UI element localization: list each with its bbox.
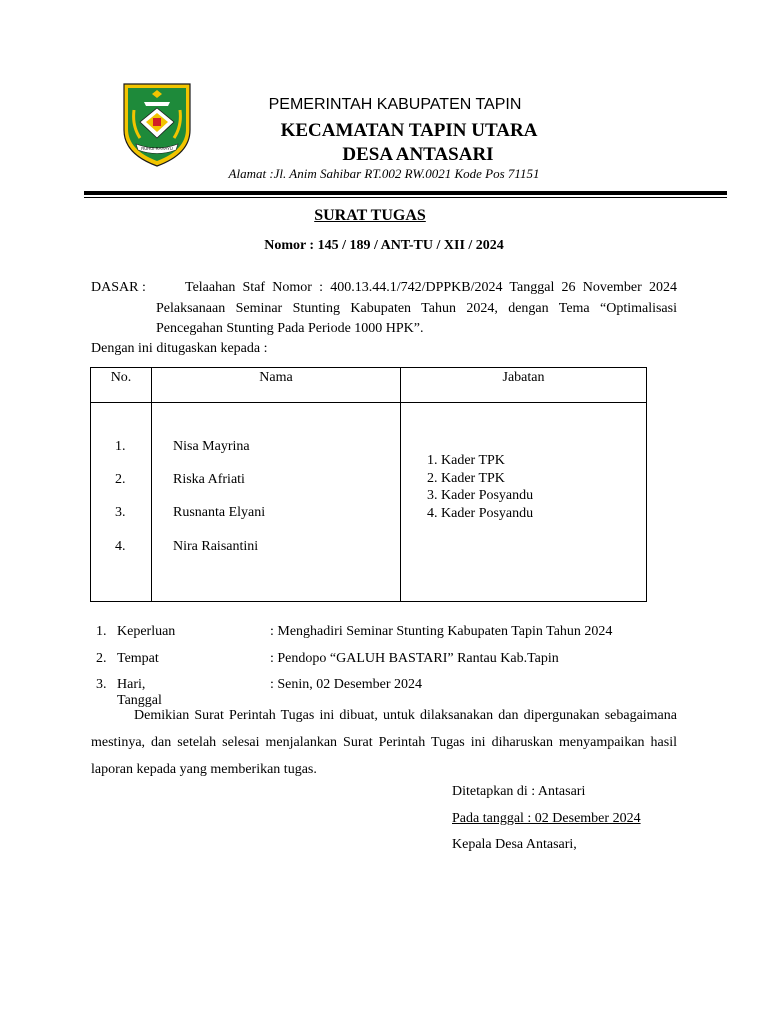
dasar-text-line: Telaahan Staf Nomor : 400.13.44.1/742/DPPKB/2024 Tanggal 26 November 2024 (185, 280, 677, 295)
column-header-jabatan: Jabatan (401, 368, 647, 403)
detail-number: 1. (96, 624, 107, 639)
header-village: DESA ANTASARI (342, 144, 494, 165)
assignment-intro: Dengan ini ditugaskan kepada : (91, 341, 268, 356)
header-divider-thin (84, 197, 727, 198)
assignee-name: Nisa Mayrina (173, 439, 250, 454)
closing-paragraph: Demikian Surat Perintah Tugas ini dibuat, untuk dilaksanakan dan dipergunakan sebagaimana mestinya, dan setelah selesai menjalankan Surat Perintah Tugas ini diharuskan menyampaikan hasil laporan kepada yang memberikan tugas. (91, 708, 677, 777)
assignee-position: 3. Kader Posyandu (427, 488, 534, 504)
column-header-no: No. (91, 368, 152, 403)
table-row (91, 403, 647, 602)
dasar-label: DASAR : (91, 280, 146, 295)
assignee-name: Riska Afriati (173, 472, 245, 487)
row-number: 1. (115, 439, 126, 454)
document-number: Nomor : 145 / 189 / ANT-TU / XII / 2024 (264, 238, 504, 253)
signature-place: Ditetapkan di : Antasari (452, 784, 586, 799)
signature-date: Pada tanggal : 02 Desember 2024 (452, 811, 641, 826)
assignee-name: Nira Raisantini (173, 539, 259, 554)
dasar-text-line: Pencegahan Stunting Pada Periode 1000 HPK”. (156, 321, 424, 336)
assignee-position: 1. Kader TPK (427, 453, 505, 468)
number-cell (91, 403, 152, 602)
detail-value: : Menghadiri Seminar Stunting Kabupaten Tapin Tahun 2024 (270, 624, 613, 639)
position-cell (401, 403, 647, 602)
detail-number: 3. (96, 677, 107, 692)
dasar-text-line: Pelaksanaan Seminar Stunting Kabupaten Tahun 2024, dengan Tema “Optimalisasi (156, 301, 677, 316)
row-number: 4. (115, 539, 126, 554)
document-title: SURAT TUGAS (314, 207, 426, 224)
table-header-row (91, 368, 647, 403)
header-district: KECAMATAN TAPIN UTARA (280, 120, 538, 141)
signature-position: Kepala Desa Antasari, (452, 837, 577, 852)
row-number: 2. (115, 472, 126, 487)
detail-label: Hari, Tanggal (117, 677, 162, 708)
detail-number: 2. (96, 651, 107, 666)
detail-value: : Pendopo “GALUH BASTARI” Rantau Kab.Tapin (270, 651, 559, 666)
assignee-name: Rusnanta Elyani (173, 505, 266, 520)
header-divider-thick (84, 191, 727, 195)
assignee-position: 2. Kader TPK (427, 470, 505, 486)
header-government: PEMERINTAH KABUPATEN TAPIN (268, 96, 522, 113)
detail-label: Keperluan (117, 624, 176, 639)
name-cell (152, 403, 401, 602)
detail-value: : Senin, 02 Desember 2024 (270, 677, 423, 692)
row-number: 3. (115, 505, 126, 520)
assignee-position: 4. Kader Posyandu (427, 506, 534, 522)
column-header-nama: Nama (152, 368, 401, 403)
logo-motto: RUHUI RAHAYU (141, 146, 173, 151)
assignee-table (90, 367, 647, 602)
detail-label: Tempat (117, 651, 159, 666)
header-address: Alamat :Jl. Anim Sahibar RT.002 RW.0021 Kode Pos 71151 (228, 166, 540, 181)
